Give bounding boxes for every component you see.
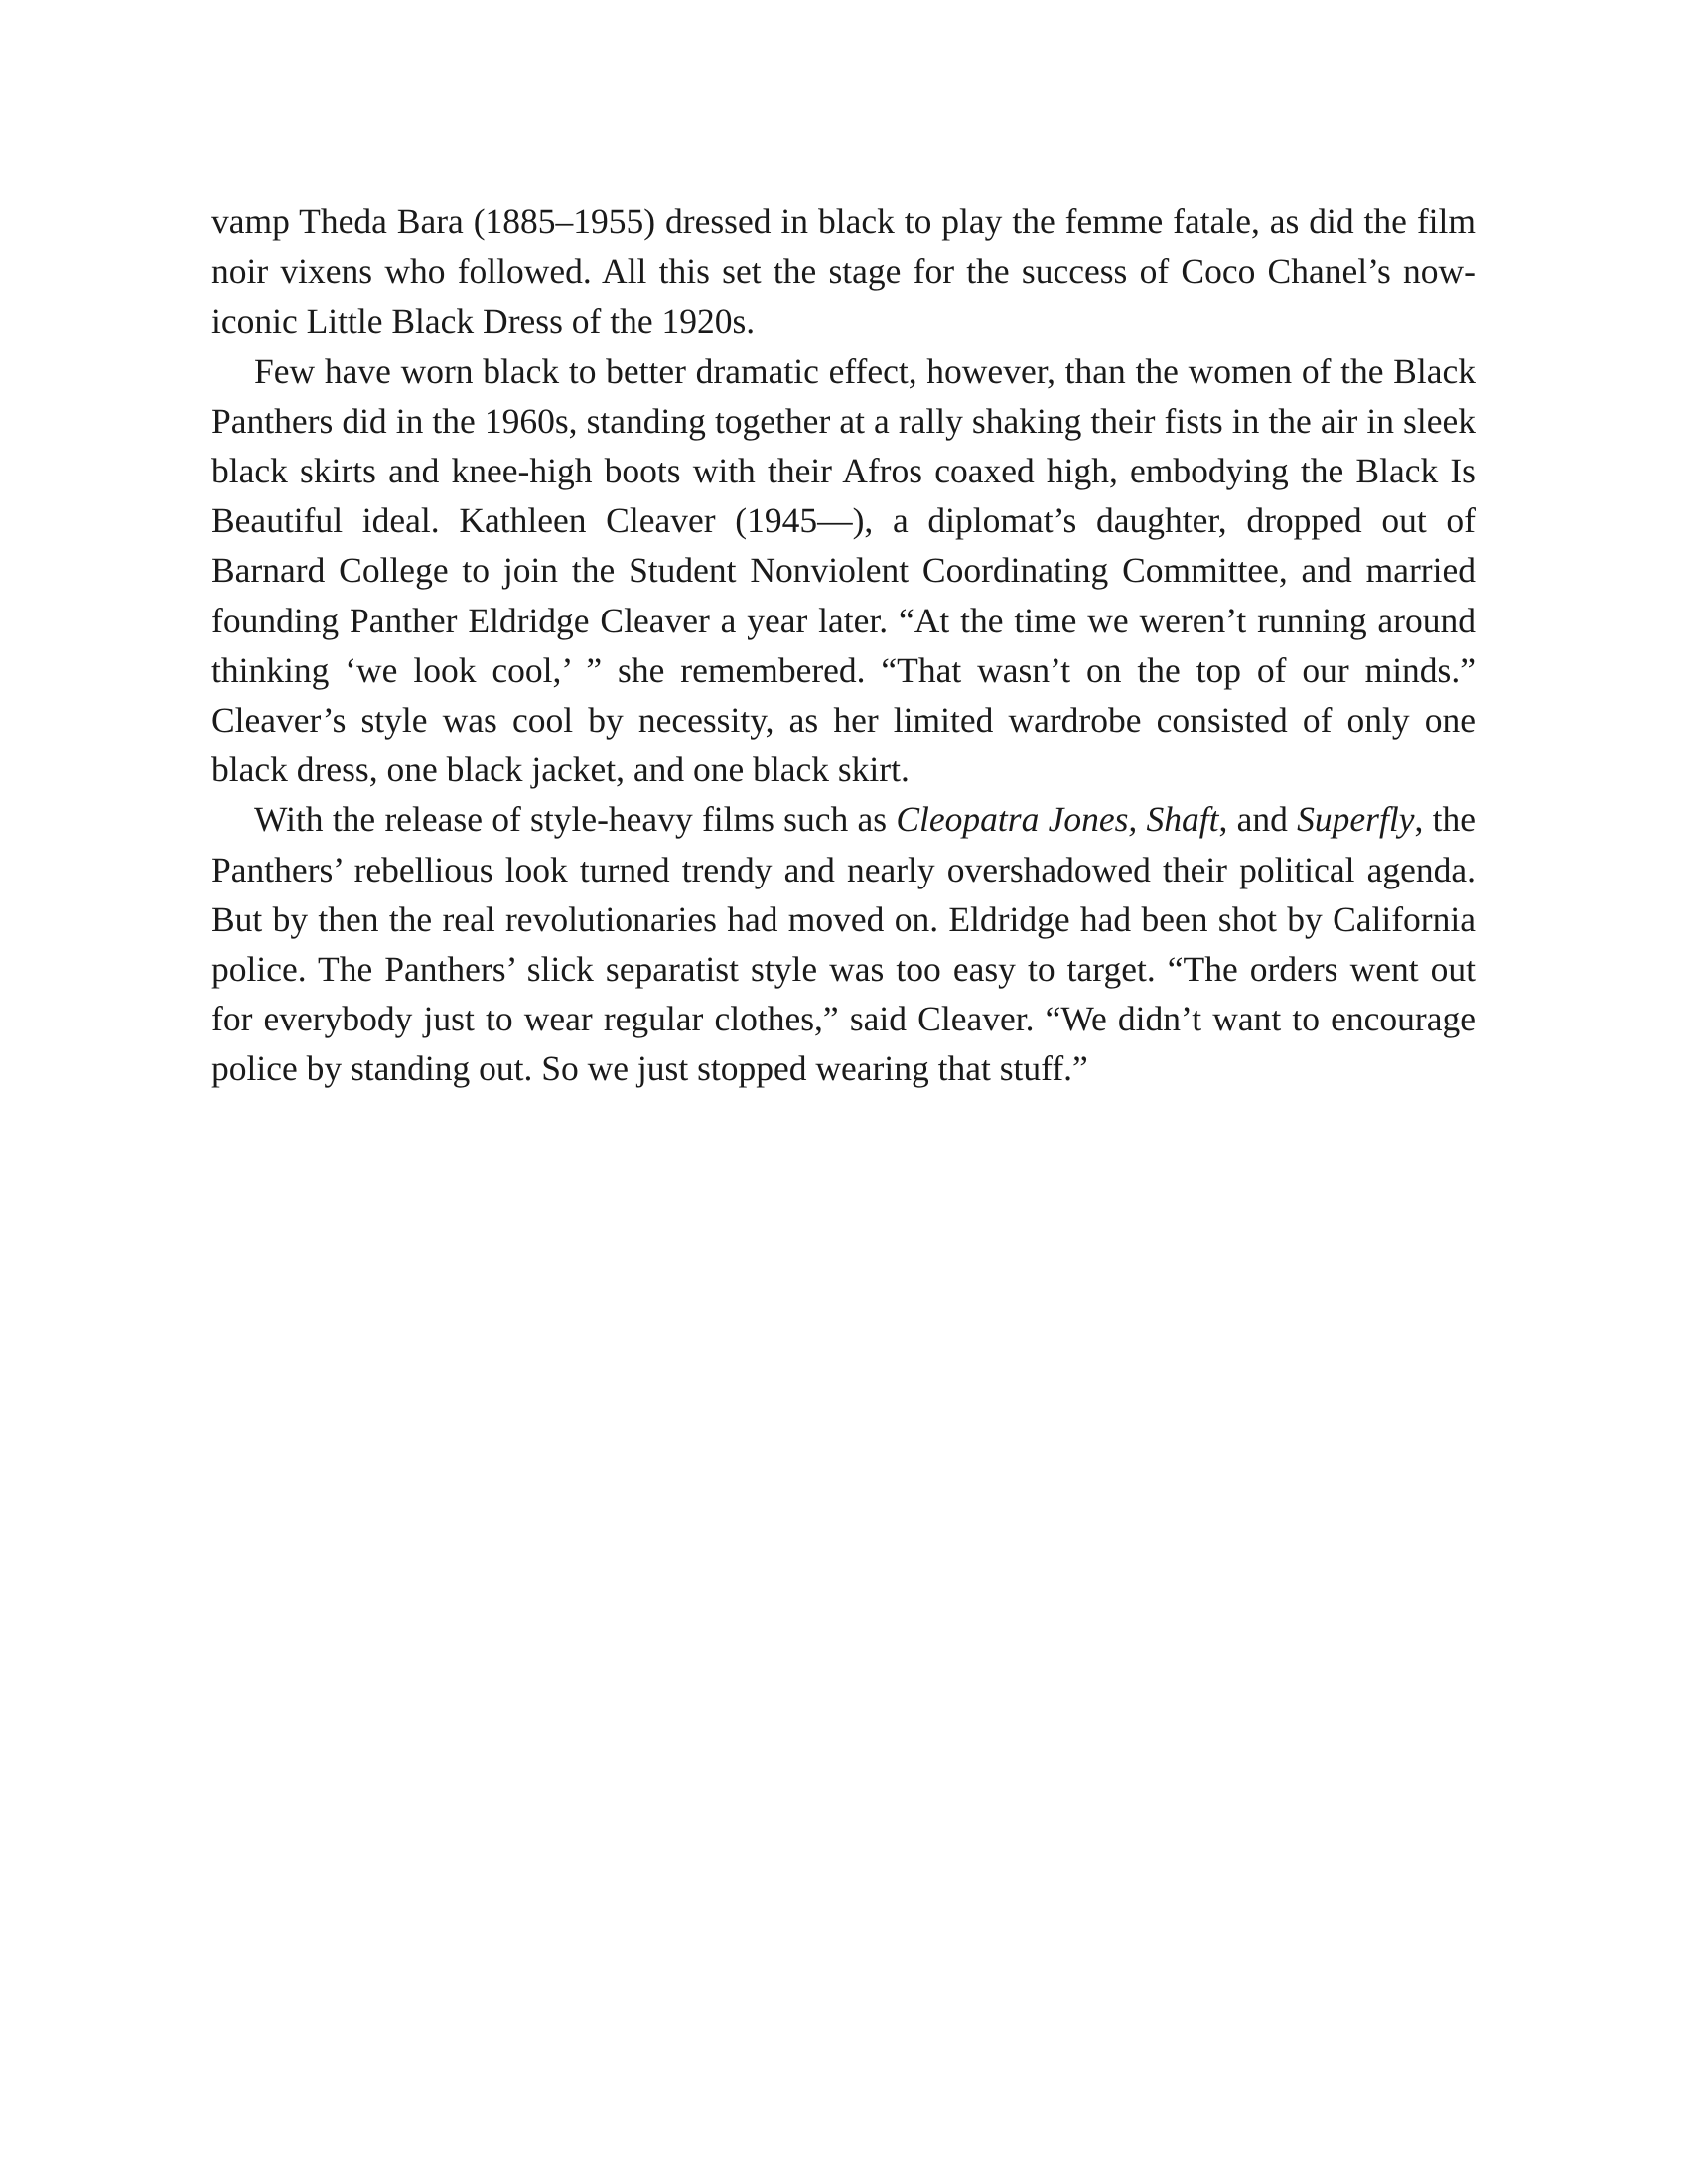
paragraph-3-text-c: , the Panthers’ rebellious look turned trendy and nearly overshadowed their political agenda. But by then the real revolutionaries had moved on. Eldridge had been shot by California police. The Panthers’ slick separatist style was too easy to target. “The orders went out for everybody just to wear regular clothes,” said Cleaver. “We didn’t want to encourage police by standing out. So we just stopped wearing that stuff.” <box>211 799 1476 1089</box>
film-title-superfly-italic: Superfly <box>1297 799 1415 840</box>
paragraph-3-text-b: , and <box>1218 799 1298 840</box>
paragraph-2-text: Few have worn black to better dramatic effect, however, than the women of the Black Panthers did in the 1960s, standing together at a rally shaking their fists in the air in sleek black skirts and knee-high boots with their Afros coaxed high, embodying the Black Is Beautiful ideal. Kathleen Cleaver (1945—), a diplomat’s daughter, dropped out of Barnard College to join the Student Nonviolent Coordinating Committee, and married founding Panther Eldridge Cleaver a year later. “At the time we weren’t running around thinking ‘we look cool,’ ” she remembered. “That wasn’t on the top of our minds.” Cleaver’s style was cool by necessity, as her limited wardrobe consisted of only one black dress, one black jacket, and one black skirt. <box>211 350 1476 790</box>
paragraph-2 <box>211 346 1476 795</box>
film-titles-italic: Cleopatra Jones, Shaft <box>896 799 1219 840</box>
body-text <box>211 197 1476 1094</box>
paragraph-1 <box>211 197 1476 346</box>
paragraph-3 <box>211 794 1476 1093</box>
paragraph-1-text: vamp Theda Bara (1885–1955) dressed in black to play the femme fatale, as did the film noir vixens who followed. All this set the stage for the success of Coco Chanel’s now-iconic Little Black Dress of the 1920s. <box>211 202 1476 341</box>
paragraph-3-text-a: With the release of style-heavy films such as <box>254 799 897 840</box>
